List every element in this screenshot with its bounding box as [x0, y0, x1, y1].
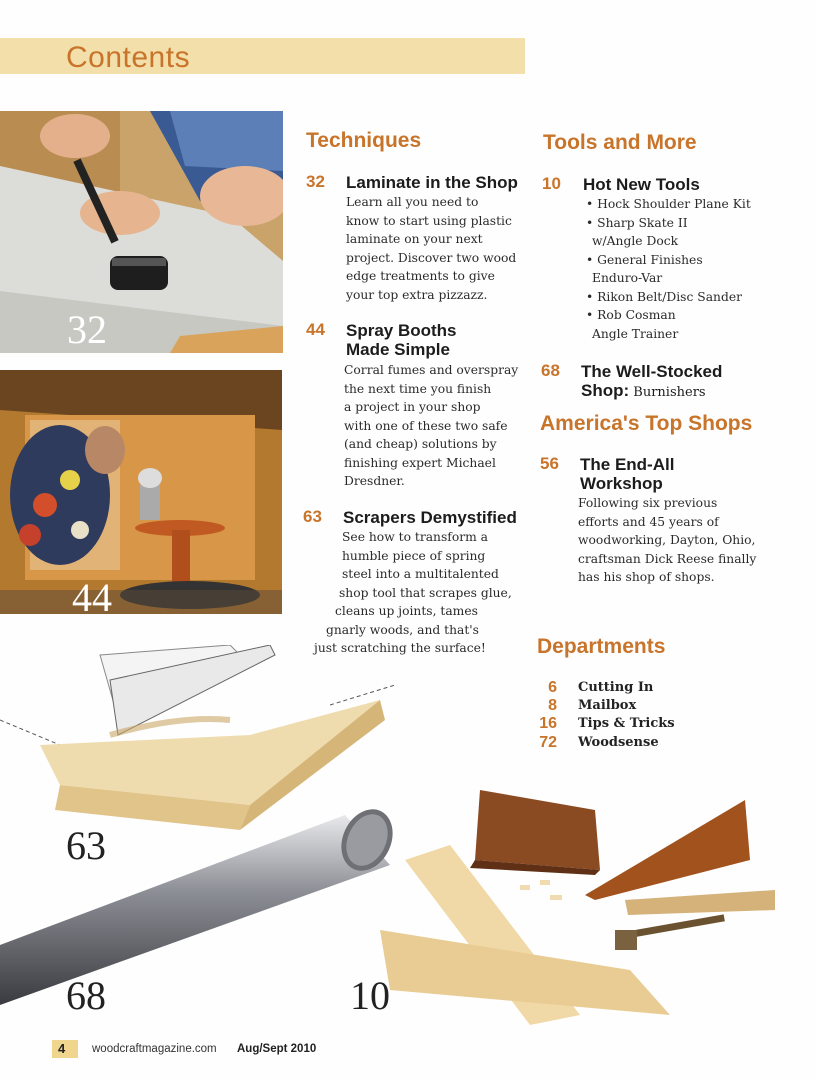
photo-label-68: 68 [66, 973, 106, 1018]
techniques-item-title[interactable]: Spray Booths Made Simple [346, 321, 457, 359]
techniques-item-title[interactable]: Scrapers Demystified [343, 508, 517, 527]
americas-item-desc: Following six previous efforts and 45 years of woodworking, Dayton, Ohio, craftsman Dick Reese finally has his shop of shops. [578, 496, 757, 584]
americas-item-title[interactable]: The End-All Workshop [580, 455, 675, 493]
department-item[interactable]: 16 Tips & Tricks [539, 715, 675, 732]
techniques-item-desc: Learn all you need to know to start using plastic laminate on your next project. Discover two wood edge treatments to give your top extra pizzazz. [346, 195, 517, 302]
tools-hot-list: • Hock Shoulder Plane Kit • Sharp Skate II w/Angle Dock • General Finishes Enduro-Var • Rikon Belt/Disc Sander • Rob Cosman Angle Trainer [586, 197, 751, 341]
section-techniques-heading: Techniques [306, 129, 422, 152]
department-item[interactable]: 72 Woodsense [539, 734, 659, 751]
tools-stocked-title[interactable]: The Well-Stocked Shop: Burnishers [581, 362, 723, 400]
page-title: Contents [66, 41, 191, 74]
footer-site[interactable]: woodcraftmagazine.com [92, 1043, 217, 1055]
department-item[interactable]: 8 Mailbox [548, 697, 637, 714]
tools-stocked-page: 68 [541, 361, 560, 380]
techniques-item-title[interactable]: Laminate in the Shop [346, 173, 518, 192]
section-americas-heading: America's Top Shops [540, 412, 753, 435]
burnisher-rod-drawing [0, 795, 400, 1010]
techniques-item-desc: See how to transform a humble piece of spring steel into a multitalented shop tool that scrapes glue, cleans up joints, tames gnarly woods, and that's just scratching the surface! [314, 530, 512, 655]
techniques-item-page: 63 [303, 507, 322, 526]
footer-page-number: 4 [58, 1041, 66, 1056]
footer-issue-date: Aug/Sept 2010 [237, 1043, 317, 1055]
photo-label-63: 63 [66, 823, 106, 868]
photo-label-10: 10 [350, 973, 390, 1018]
americas-item-page: 56 [540, 454, 559, 473]
techniques-item-desc: Corral fumes and overspray the next time you finish a project in your shop with one of these two safe (and cheap) solutions by finishing expert Michael Dresdner. [344, 363, 519, 488]
spray-booth-illustration [0, 370, 282, 614]
photo-label-32: 32 [67, 307, 107, 352]
laminate-illustration [0, 111, 283, 353]
techniques-item-page: 44 [306, 320, 325, 339]
section-tools-heading: Tools and More [543, 131, 697, 154]
department-item[interactable]: 6 Cutting In [548, 679, 654, 696]
tools-hot-page: 10 [542, 174, 561, 193]
photo-laminate [0, 111, 283, 353]
plane-kit-drawing [370, 780, 790, 1030]
tools-hot-title[interactable]: Hot New Tools [583, 175, 700, 194]
techniques-item-page: 32 [306, 172, 325, 191]
photo-label-44: 44 [72, 575, 112, 614]
plane-kit-illustration [370, 780, 790, 1030]
burnisher-illustration [0, 795, 400, 1010]
section-departments-heading: Departments [537, 635, 666, 658]
photo-spray-booth [0, 370, 282, 614]
